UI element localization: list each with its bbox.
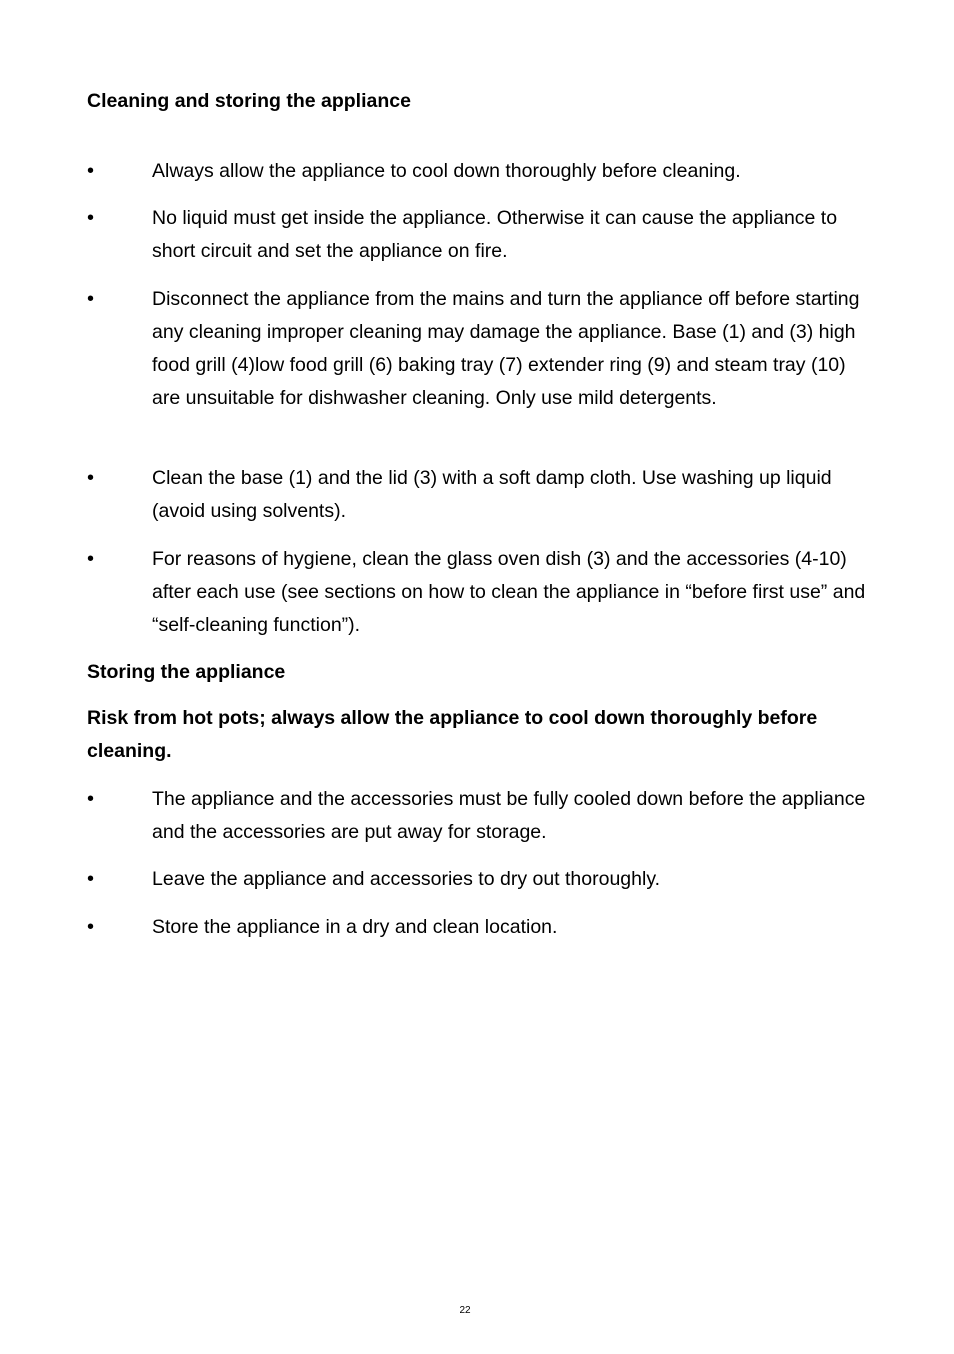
list-item [87,155,877,188]
page-number: 22 [459,1305,471,1316]
list-item [87,863,877,896]
bullet-icon: • [87,288,95,310]
bullet-icon: • [87,548,95,570]
bullet-icon: • [87,467,95,489]
storing-title: Storing the appliance [87,661,286,683]
bullet-icon: • [87,207,95,229]
list-item-text: For reasons of hygiene, clean the glass oven dish (3) and the accessories (4-10) after each use (see sections on how to clean the appliance in “before first use” and “self-cleaning function”). [152,548,866,636]
list-item-text: Always allow the appliance to cool down thoroughly before cleaning. [152,160,741,182]
list-item-text: Leave the appliance and accessories to dry out thoroughly. [152,868,661,890]
section-title: Cleaning and storing the appliance [87,90,411,112]
list-item-text: The appliance and the accessories must be fully cooled down before the appliance and the accessories are put away for storage. [152,788,866,843]
list-item [87,911,877,944]
list-item-text: Disconnect the appliance from the mains and turn the appliance off before starting any cleaning improper cleaning may damage the appliance. Base (1) and (3) high food grill (4)low food grill (6) baking tray (7) extender ring (9) and steam tray (10) are unsuitable for dishwasher cleaning. Only use mild detergents. [152,288,860,409]
bullet-icon: • [87,868,95,890]
bullet-icon: • [87,916,95,938]
list-item-text: No liquid must get inside the appliance. Otherwise it can cause the appliance to short circuit and set the appliance on fire. [152,207,838,262]
list-item [87,783,877,849]
list-item-text: Clean the base (1) and the lid (3) with a soft damp cloth. Use washing up liquid (avoid using solvents). [152,467,832,522]
list-item [87,202,877,268]
bullet-icon: • [87,788,95,810]
warning-text: Risk from hot pots; always allow the appliance to cool down thoroughly before cleaning. [87,707,818,762]
list-item [87,462,877,528]
bullet-icon: • [87,160,95,182]
list-item-text: Store the appliance in a dry and clean location. [152,916,558,938]
list-item [87,543,877,642]
list-item [87,283,877,448]
